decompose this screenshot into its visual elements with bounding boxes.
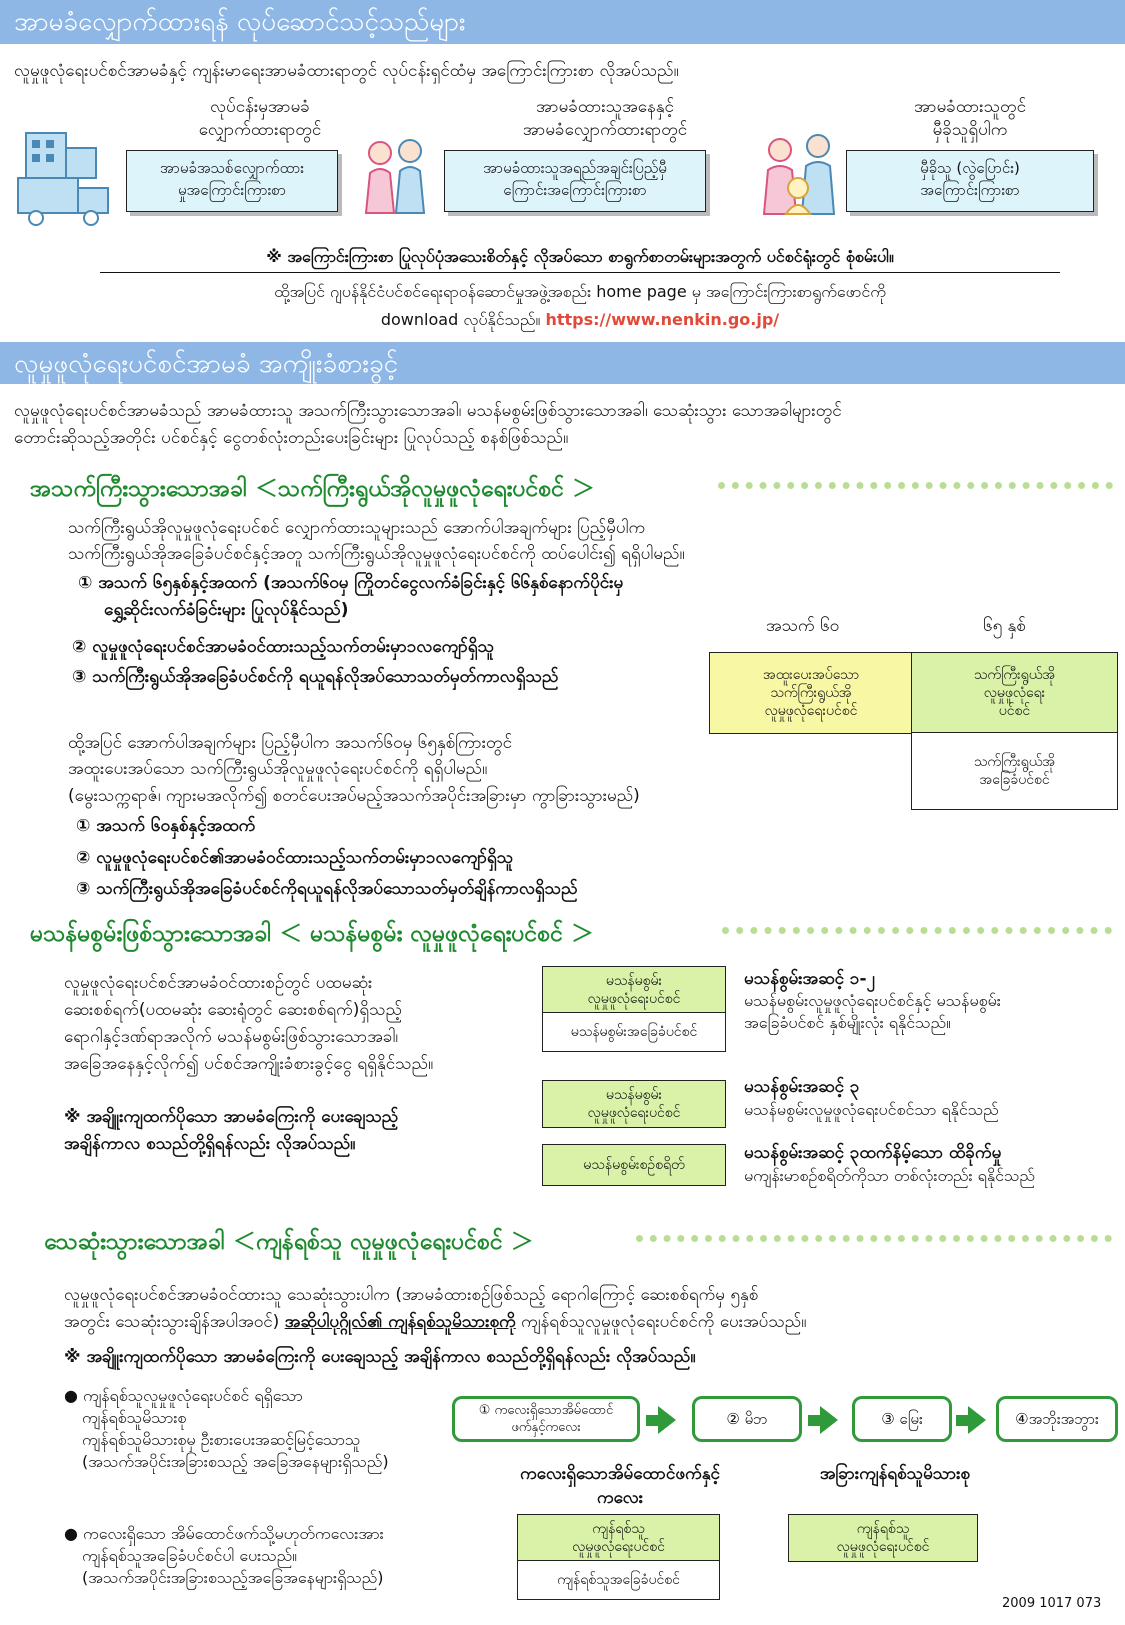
- section-title: လူမှုဖူလုံရေးပင်စင်အာမခံ အကျိုးခံစားခွင့်: [14, 349, 399, 379]
- section-header-application: [0, 0, 1125, 44]
- disability-grade-1-2-title: မသန်စွမ်းအဆင့် ၁-၂: [744, 969, 875, 989]
- old-age-para-4: အထူးပေးအပ်သော သက်ကြီးရွယ်အိုလူမှုဖူလုံရေးပင်စင်ကို ရရှိပါမည်။: [68, 759, 488, 779]
- old-age-para-3: ထို့အပြင် အောက်ပါအချက်များ ပြည့်မှီပါက အသက်၆၀မှ ၆၅နှစ်ကြားတွင်: [68, 733, 512, 753]
- disability-grade-1-2-desc-2: အခြေခံပင်စင် နှစ်မျိုးလုံး ရနိုင်သည်။: [744, 1013, 951, 1032]
- survivor-heading: သေဆုံးသွားသောအခါ ＜ကျန်ရစ်သူ လူမှုဖူလုံရေးပင်စင် ＞: [44, 1229, 534, 1255]
- disability-heading: မသန်မစွမ်းဖြစ်သွားသောအခါ ＜ မသန်မစွမ်း လူမှုဖူလုံရေးပင်စင် ＞: [30, 921, 594, 947]
- old-age-para-1: သက်ကြီးရွယ်အိုလူမှုဖူလုံရေးပင်စင် လျှောက်ထားသူများသည် အောက်ပါအချက်များ ပြည့်မှီပါက: [68, 518, 646, 538]
- age-65-label: ၆၅ နှစ်: [983, 616, 1026, 636]
- special-cond-1: ① အသက် ၆၀နှစ်နှင့်အထက်: [76, 816, 256, 836]
- flow-parents: ② မိဘ: [692, 1396, 802, 1442]
- disability-para-1: လူမှုဖူလုံရေးပင်စင်အာမခံဝင်ထားစဉ်တွင် ပထမဆုံး: [64, 973, 373, 993]
- disability-grade-3-title: မသန်စွမ်းအဆင့် ၃: [744, 1077, 860, 1097]
- download-text-1: ထို့အပြင် ဂျပန်နိုင်ငံပင်စင်ရေးရာဝန်ဆောင်မှုအဖွဲ့အစည်း home page မှ အကြောင်းကြားစာရွက်ဖောင်ကို: [274, 282, 886, 301]
- survivor-note: ※ အချိူးကျထက်ပိုသော အာမခံကြေးကို ပေးချေသည့် အချိန်ကာလ စသည်တို့ရှိရန်လည်း လိုအပ်သည်။: [64, 1347, 696, 1367]
- survivor-basic-pension-box: ကျန်ရစ်သူအခြေခံပင်စင်: [517, 1560, 720, 1600]
- section-header-benefits: [0, 342, 1125, 384]
- other-survivor-welfare-pension-box: ကျန်ရစ်သူ လူမှုဖူလုံရေးပင်စင်: [788, 1514, 978, 1562]
- special-cond-3: ③ သက်ကြီးရွယ်အိုအခြေခံပင်စင်ကိုရယူရန်လိုအပ်သောသတ်မှတ်ချိန်ကာလရှိသည်: [76, 879, 578, 899]
- age-60-label: အသက် ၆၀: [766, 616, 840, 636]
- old-age-cond-2: ② လူမှုဖူလုံရေးပင်စင်အာမခံဝင်ထားသည့်သက်တမ်းမှာ၁လကျော်ရှိသူ: [72, 637, 495, 657]
- disability-basic-pension-box: မသန်မစွမ်းအခြေခံပင်စင်: [542, 1012, 726, 1052]
- other-survivors-heading: အခြားကျန်ရစ်သူမိသားစု: [819, 1464, 971, 1484]
- flow-spouse-child: ① ကလေးရှိသောအိမ်ထောင် ဖက်နှင့်ကလေး: [452, 1396, 640, 1442]
- download-text-2: download လုပ်နိုင်သည်။ https://www.nenkin.go.jp/: [380, 310, 780, 329]
- disability-welfare-pension-box: မသန်မစွမ်း လူမှုဖူလုံရေးပင်စင်: [542, 966, 726, 1014]
- col1-heading: လုပ်ငန်းမှအာမခံ လျှောက်ထားရာတွင်: [198, 97, 322, 140]
- section-title: အာမခံလျှောက်ထားရန် လုပ်ဆောင်သင့်သည်များ: [14, 7, 466, 37]
- flow-arrow-icon: [956, 1406, 986, 1434]
- survivor-welfare-pension-box: ကျန်ရစ်သူ လူမှုဖူလုံရေးပင်စင်: [517, 1514, 720, 1562]
- divider: [718, 482, 1113, 489]
- new-enrollment-notice-box: အာမခံအသစ်လျှောက်ထား မှုအကြောင်းကြားစာ: [126, 150, 338, 212]
- divider: [636, 1235, 1112, 1242]
- old-age-cond-1a: ① အသက် ၆၅နှစ်နှင့်အထက် (အသက်၆၀မှ ကြိုတင်ငွေလက်ခံခြင်းနှင့် ၆၆နှစ်နောက်ပိုင်းမှ: [78, 573, 624, 593]
- col3-heading: အာမခံထားသူတွင် မှီခိုသူရှိပါက: [913, 97, 1027, 140]
- special-cond-2: ② လူမှုဖူလုံရေးပင်စင်၏အာမခံဝင်ထားသည့်သက်တမ်းမှာ၁လကျော်ရှိသူ: [76, 848, 514, 868]
- disability-allowance-box: မသန်မစွမ်းစဉ်စရိတ်: [542, 1144, 726, 1186]
- couple-icon: [360, 135, 430, 215]
- special-old-age-pension-box: အထူးပေးအပ်သော သက်ကြီးရွယ်အို လူမှုဖူလုံရေးပင်စင်: [709, 652, 913, 734]
- disability-para-4: အခြေအနေနှင့်လိုက်၍ ပင်စင်အကျိုးခံစားခွင့်ငွေ ရရှိနိုင်သည်။: [64, 1054, 434, 1074]
- benefits-intro-2: တောင်းဆိုသည့်အတိုင်း ပင်စင်နှင့် ငွေတစ်လုံးတည်းပေးခြင်းများ ပြုလုပ်သည့် စနစ်ဖြစ်သည်။: [14, 428, 569, 448]
- benefits-intro-1: လူမှုဖူလုံရေးပင်စင်အာမခံသည် အာမခံထားသူ အသက်ကြီးသွားသောအခါ၊ မသန်မစွမ်းဖြစ်သွားသောအခါ၊ သေဆုံးသွား သောအခါများတွင်: [14, 401, 842, 421]
- old-age-welfare-pension-box: သက်ကြီးရွယ်အို လူမှုဖူလုံရေး ပင်စင်: [911, 652, 1118, 734]
- old-age-para-2: သက်ကြီးရွယ်အိုအခြေခံပင်စင်နှင့်အတူ သက်ကြီးရွယ်အိုလူမှုဖူလုံရေးပင်စင်ကို ထပ်ပေါင်း၍ ရရှိပါမည်။: [68, 544, 685, 564]
- application-intro: လူမှုဖူလုံရေးပင်စင်အာမခံနှင့် ကျန်းမာရေးအာမခံထားရာတွင် လုပ်ငန်းရှင်ထံမှ အကြောင်းကြားစာ လိုအပ်သည်။: [14, 61, 679, 81]
- survivor-para-1: လူမှုဖူလုံရေးပင်စင်အာမခံဝင်ထားသူ သေဆုံးသွားပါက (အာမခံထားစဉ်ဖြစ်သည့် ရောဂါကြောင့် ဆေးစစ်ရက်မှ ၅နှစ်: [64, 1285, 759, 1305]
- old-age-cond-3: ③ သက်ကြီးရွယ်အိုအခြေခံပင်စင်ကို ရယူရန်လိုအပ်သောသတ်မှတ်ကာလရှိသည်: [72, 667, 559, 687]
- disability-below-grade-3-title: မသန်စွမ်းအဆင့် ၃ထက်နိမ့်သော ထိခိုက်မှု: [744, 1143, 1002, 1163]
- divider: [722, 927, 1112, 934]
- old-age-para-5: (မွေးသက္ကရာဇ်၊ ကျားမအလိုက်၍ စတင်ပေးအပ်မည့်အသက်အပိုင်းအခြားမှာ ကွာခြားသွားမည်): [68, 786, 640, 806]
- old-age-heading: အသက်ကြီးသွားသောအခါ ＜သက်ကြီးရွယ်အိုလူမှုဖူလုံရေးပင်စင် ＞: [30, 476, 596, 502]
- family-icon: [760, 132, 840, 217]
- disability-below-grade-3-desc: မကျန်းမာစဉ်စရိတ်ကိုသာ တစ်လုံးတည်း ရနိုင်သည်: [744, 1166, 1035, 1185]
- disability-para-2: ဆေးစစ်ရက်(ပထမဆုံး ဆေးရုံတွင် ဆေးစစ်ရက်)ရှိသည့်: [64, 1000, 403, 1020]
- nenkin-url-link[interactable]: https://www.nenkin.go.jp/: [545, 310, 780, 329]
- pension-office-notice: ※ အကြောင်းကြားစာ ပြုလုပ်ပုံအသေးစိတ်နှင့် လိုအပ်သော စာရွက်စာတမ်းများအတွက် ပင်စင်ရုံးတွင် စုံစမ်းပါ။: [100, 246, 1060, 273]
- disability-grade-1-2-desc-1: မသန်မစွမ်းလူမှုဖူလုံရေးပင်စင်နှင့် မသန်မစွမ်း: [744, 991, 1001, 1010]
- eligibility-notice-box: အာမခံထားသူအရည်အချင်းပြည့်မှီ ကြောင်းအကြောင်းကြားစာ: [444, 150, 706, 212]
- survivor-eligible-list: ● ကျန်ရစ်သူလူမှုဖူလုံရေးပင်စင် ရရှိသော ကျန်ရစ်သူမိသားစု ကျန်ရစ်သူမိသားစုမှ ဦးစားပေးအဆင့်မြင့်သောသူ (အသက်အပိုင်းအခြားစသည့် အခြေအနေများရှိသည်): [64, 1386, 389, 1471]
- disability-grade-3-desc: မသန်မစွမ်းလူမှုဖူလုံရေးပင်စင်သာ ရနိုင်သည်: [744, 1100, 999, 1119]
- flow-grandchildren: ③ မြေး: [852, 1396, 952, 1442]
- survivor-basic-note: ● ကလေးရှိသော အိမ်ထောင်ဖက်သို့မဟုတ်ကလေးအား ကျန်ရစ်သူအခြေခံပင်စင်ပါ ပေးသည်။ (အသက်အပိုင်းအခြားစသည့်အခြေအနေများရှိသည်): [64, 1524, 384, 1587]
- disability-note-1: ※ အချိူးကျထက်ပိုသော အာမခံကြေးကို ပေးချေသည့်: [64, 1107, 399, 1127]
- flow-grandparents: ④အဘိုးအဘွား: [996, 1396, 1118, 1442]
- building-truck-icon: [16, 128, 128, 228]
- col2-heading: အာမခံထားသူအနေနှင့် အာမခံလျှောက်ထားရာတွင်: [522, 97, 688, 140]
- disability-welfare-pension-box-grade3: မသန်မစွမ်း လူမှုဖူလုံရေးပင်စင်: [542, 1080, 726, 1128]
- spouse-child-heading: ကလေးရှိသောအိမ်ထောင်ဖက်နှင့် ကလေး: [520, 1464, 720, 1508]
- dependent-notice-box: မှီခိုသူ (လွဲပြောင်း) အကြောင်းကြားစာ: [846, 150, 1094, 212]
- disability-note-2: အချိန်ကာလ စသည်တို့ရှိရန်လည်း လိုအပ်သည်။: [64, 1134, 356, 1154]
- survivor-para-2: အတွင်း သေဆုံးသွားချိန်အပါအဝင်) အဆိုပါပုဂ္ဂိုလ်၏ ကျန်ရစ်သူမိသားစုကို ကျန်ရစ်သူလူမှုဖူလုံရေးပင်စင်ကို ပေးအပ်သည်။: [64, 1312, 807, 1332]
- old-age-basic-pension-box: သက်ကြီးရွယ်အို အခြေခံပင်စင်: [911, 732, 1118, 810]
- disability-para-3: ရောဂါနှင့်ဒဏ်ရာအလိုက် မသန်မစွမ်းဖြစ်သွားသောအခါ၊: [64, 1027, 399, 1047]
- old-age-cond-1b: ရွှေ့ဆိုင်းလက်ခံခြင်းများ ပြုလုပ်နိုင်သည်): [104, 600, 349, 620]
- flow-arrow-icon: [808, 1406, 838, 1434]
- document-code: 2009 1017 073: [1002, 1596, 1102, 1611]
- flow-arrow-icon: [646, 1406, 676, 1434]
